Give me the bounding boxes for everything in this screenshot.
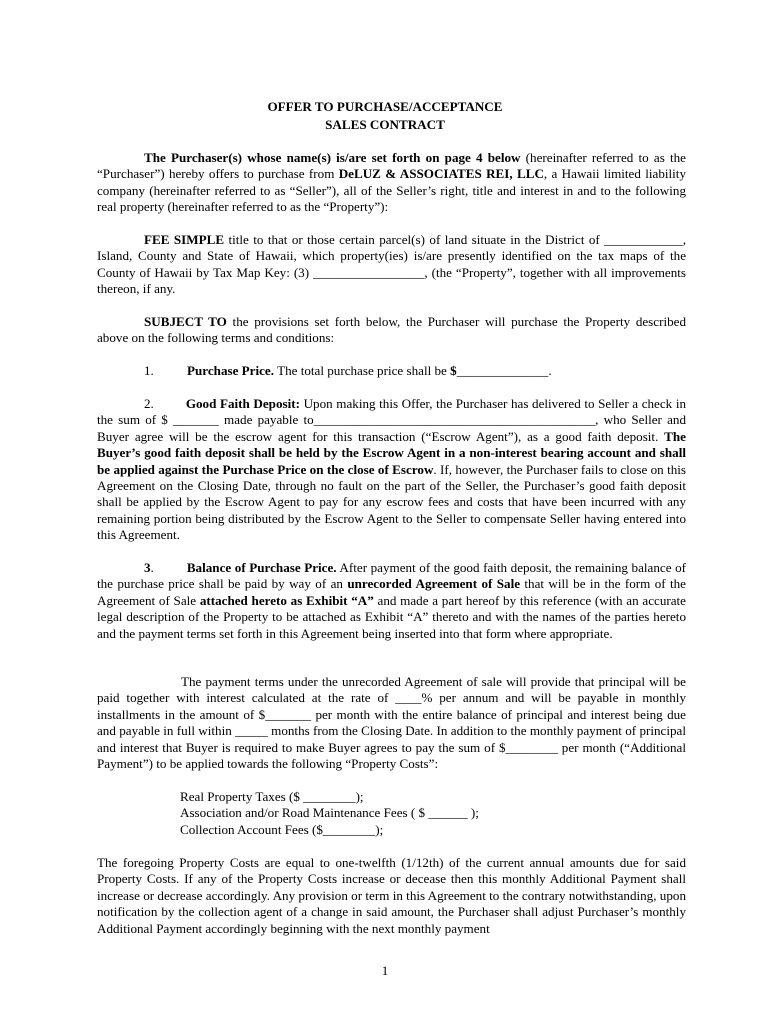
section-3-text-a: After payment of the good faith deposit, the remaining balance of the purchase price shall be paid by way of an [97, 560, 686, 592]
fee-simple-lead: FEE SIMPLE [144, 232, 225, 247]
page-number: 1 [381, 963, 389, 978]
seller-name: DeLUZ & ASSOCIATES REI, LLC [338, 166, 544, 182]
section-3-text-c: and made a part hereof by this reference (with an accurate legal description of the Property to be attached as Exhibit “A” thereto and with the names of the parties hereto and the payment terms set forth in this Agreement being inserted into that form where appropriate. [97, 592, 686, 641]
cost-item-real-property-taxes: Real Property Taxes ($ ________); [180, 789, 364, 804]
subject-to-lead: SUBJECT TO [144, 314, 227, 329]
section-3-bold-a: unrecorded Agreement of Sale [347, 576, 521, 592]
section-2 [97, 396, 686, 544]
fee-simple-text: title to that or those certain parcel(s) of land situate in the District of ____________, Island, County and State of Hawaii, which property(ies) is/are presently identified on the tax maps of the County of Hawaii by Tax Map Key: (3) _________________, (the “Property”, together with all improvements thereon, if any. [97, 232, 686, 297]
section-2-number: 2. [144, 396, 154, 411]
intro-text-b: , a Hawaii limited liability company (hereinafter referred to as “Seller”), all of the Seller’s right, title and interest in and to the following real property (hereinafter referred to as the “Property”): [97, 166, 686, 215]
section-1-number: 1. [144, 363, 154, 378]
title-line-1: OFFER TO PURCHASE/ACCEPTANCE [267, 99, 503, 114]
section-2-heading: Good Faith Deposit: [185, 396, 300, 411]
section-1 [97, 363, 686, 379]
section-2-text-b: . If, however, the Purchaser fails to close on this Agreement on the Closing Date, through no fault on the part of the Seller, the Purchaser’s good faith deposit shall be applied by the Escrow Agent to pay for any escrow fees and costs that have been incurred with any remaining portion being distributed by the Escrow Agent to the Seller to compensate Seller having entered into this Agreement. [97, 461, 686, 543]
section-3-number: 3 [144, 560, 151, 575]
cost-item-collection-fees: Collection Account Fees ($________); [180, 821, 384, 837]
section-1-text: The total purchase price shall be [274, 363, 451, 378]
intro-bold-lead: The Purchaser(s) whose name(s) is/are set forth on page 4 below [144, 150, 521, 165]
section-3-heading: Balance of Purchase Price. [186, 560, 337, 575]
foregoing-paragraph: The foregoing Property Costs are equal to one-twelfth (1/12th) of the current annual amounts due for said Property Costs. If any of the Property Costs increase or decease then this monthly Additional Payment shall increase or decrease accordingly. Any provision or term in this Agreement to the contrary notwithstanding, upon notification by the collection agent of a change in said amount, the Purchaser shall adjust Purchaser’s monthly Additional Payment accordingly beginning with the next monthly payment [97, 855, 686, 936]
section-1-blank: ______________ [456, 363, 549, 378]
section-2-text-a: Upon making this Offer, the Purchaser has delivered to Seller a check in the sum of $ _______ made payable to___________________________________________, who Seller and Buyer agree will be the escrow agent for this transaction (“Escrow Agent”), as a good faith deposit. [97, 396, 687, 444]
subject-to-text: the provisions set forth below, the Purchaser will purchase the Property described above on the following terms and conditions: [97, 314, 686, 346]
section-1-dollar: $ [450, 363, 457, 378]
cost-item-association-fees: Association and/or Road Maintenance Fees ( $ ______ ); [180, 805, 479, 821]
section-3-bold-b: attached hereto as Exhibit “A” [199, 592, 374, 608]
payment-terms-paragraph: The payment terms under the unrecorded Agreement of sale will provide that principal will be paid together with interest calculated at the rate of ____% per annum and will be payable in monthly installments in the amount of $_______ per month with the entire balance of principal and interest being due and payable in full within _____ months from the Closing Date. In addition to the monthly payment of principal and interest that Buyer is required to make Buyer agrees to pay the sum of $________ per month (“Additional Payment”) to be applied towards the following “Property Costs”: [97, 674, 686, 772]
section-1-heading: Purchase Price. [187, 363, 275, 378]
section-2-bold-text: The Buyer’s good faith deposit shall be held by the Escrow Agent in a non-interest bearing account and shall be applied against the Purchase Price on the close of Escrow [97, 428, 686, 477]
section-3 [97, 560, 686, 642]
intro-text-a: (hereinafter referred to as the “Purchaser”) hereby offers to purchase from [97, 150, 686, 182]
title-line-2: SALES CONTRACT [325, 117, 445, 132]
section-3-text-b: that will be in the form of the Agreement of Sale [97, 576, 686, 608]
section-1-end: . [548, 363, 552, 378]
section-3-number-dot: . [150, 560, 154, 575]
intro-paragraph [97, 150, 686, 216]
subject-to-paragraph [97, 314, 686, 347]
fee-simple-paragraph [97, 232, 686, 298]
property-costs-list [180, 789, 580, 838]
